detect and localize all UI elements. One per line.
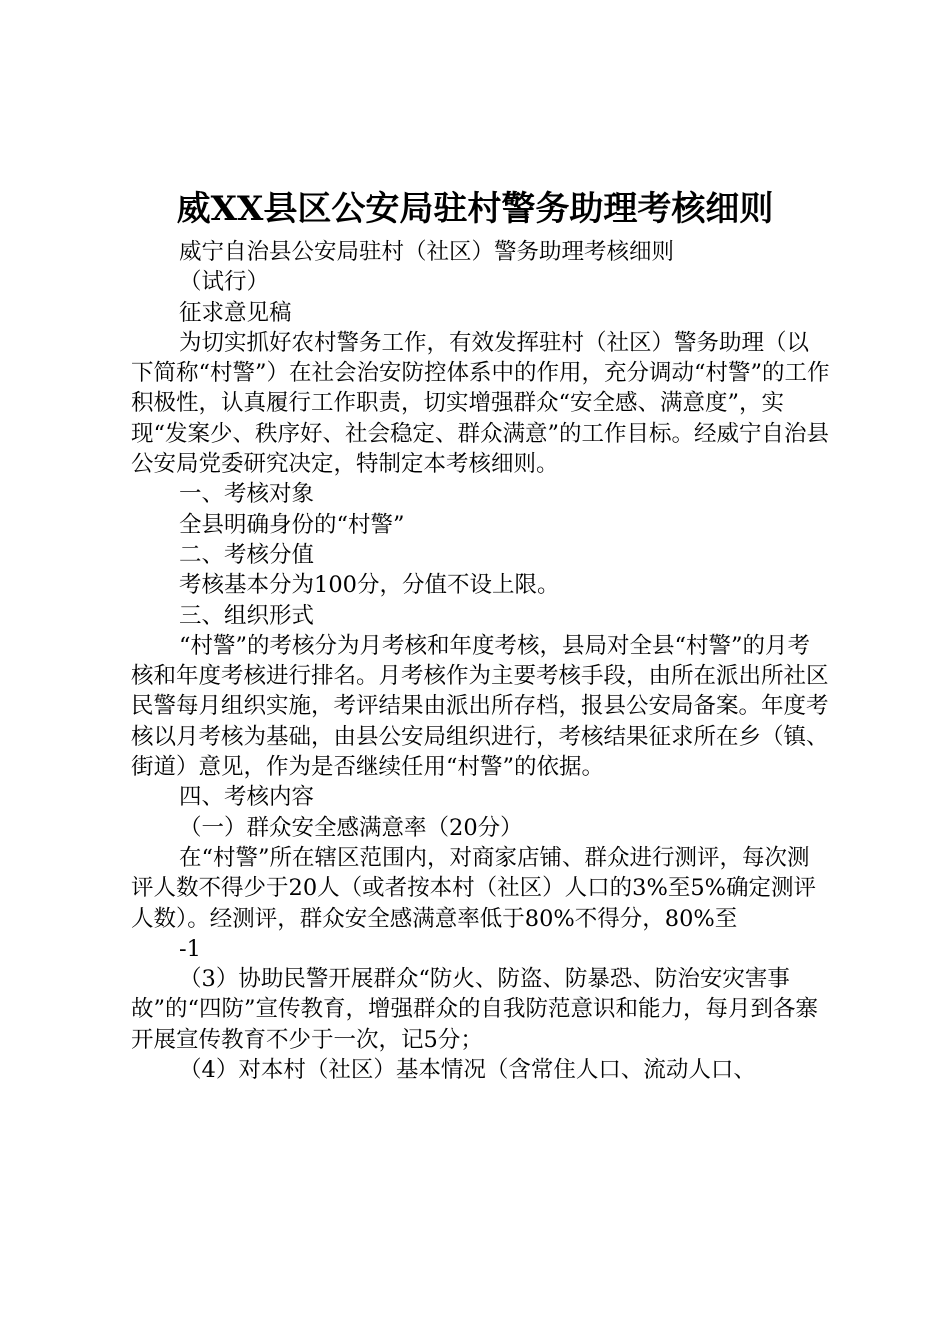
document-title: 威XX县区公安局驻村警务助理考核细则 [176, 189, 774, 229]
section-text-1: 全县明确身份的“村警” [179, 511, 405, 538]
page-number: -1 [179, 935, 201, 962]
item-4-paragraph: （4）对本村（社区）基本情况（含常住人口、流动人口、 [179, 1057, 756, 1084]
section-text-3: “村警”的考核分为月考核和年度考核，县局对全县“村警”的月考核和年度考核进行排名。月考核作为主要考核手段，由所在派出所社区民警每月组织实施，考评结果由派出所存档，报县公安局备案。年度考核以月考核为基础，由县公安局组织进行，考核结果征求所在乡（镇、街道）意见，作为是否继续任用“村警”的依据。 [131, 632, 829, 781]
section-heading-1: 一、考核对象 [179, 481, 315, 508]
section-heading-3: 三、组织形式 [179, 602, 315, 629]
section-heading-4: 四、考核内容 [179, 784, 315, 811]
document-body [131, 237, 831, 1085]
intro-paragraph: 为切实抓好农村警务工作，有效发挥驻村（社区）警务助理（以下简称“村警”）在社会治安防控体系中的作用，充分调动“村警”的工作积极性，认真履行工作职责，切实增强群众“安全感、满意度”，实现“发案少、秩序好、社会稳定、群众满意”的工作目标。经威宁自治县公安局党委研究决定，特制定本考核细则。 [131, 329, 830, 478]
subsection-heading-1: （一）群众安全感满意率（20分） [179, 814, 523, 841]
section-text-2: 考核基本分为100分，分值不设上限。 [179, 572, 560, 599]
item-3-paragraph: （3）协助民警开展群众“防火、防盗、防暴恐、防治安灾害事故”的“四防”宣传教育，增强群众的自我防范意识和能力，每月到各寨开展宣传教育不少于一次，记5分； [131, 966, 819, 1053]
draft-note: 征求意见稿 [179, 299, 292, 326]
subsection-text-1: 在“村警”所在辖区范围内，对商家店铺、群众进行测评，每次测评人数不得少于20人（或者按本村（社区）人口的3%至5%确定测评人数）。经测评，群众安全感满意率低于80%不得分，80%至 [131, 844, 817, 932]
subtitle-line: 威宁自治县公安局驻村（社区）警务助理考核细则 [179, 239, 675, 265]
trial-note: （试行） [179, 269, 270, 296]
section-heading-2: 二、考核分值 [179, 541, 315, 568]
